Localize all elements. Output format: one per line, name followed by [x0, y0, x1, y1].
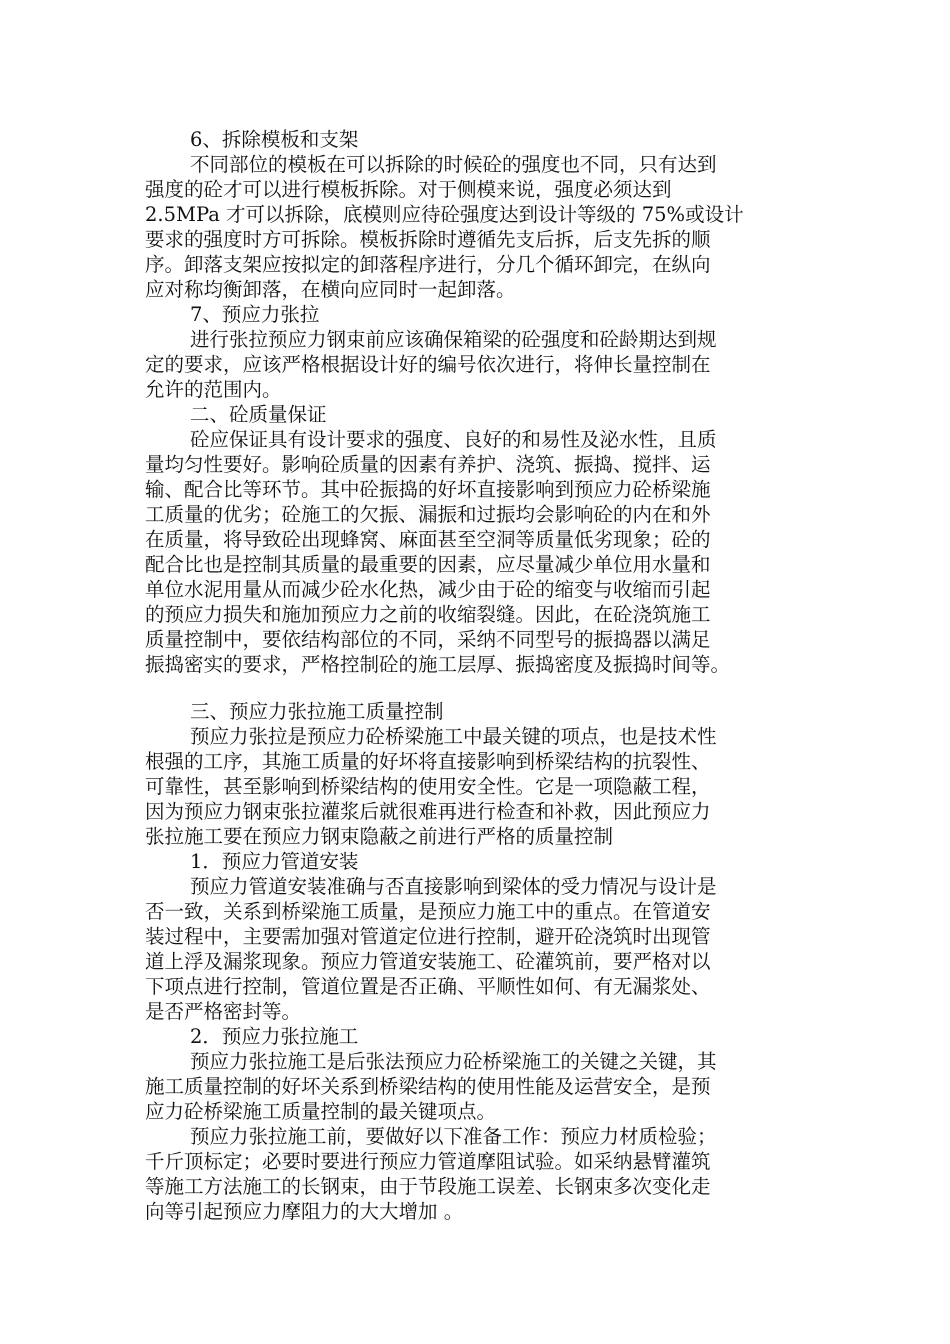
paragraph-line: 砼应保证具有设计要求的强度、良好的和易性及泌水性，且质	[190, 428, 717, 451]
paragraph-line: 允许的范围内。	[145, 378, 282, 401]
paragraph-line: 张拉施工要在预应力钢束隐蔽之前进行严格的质量控制	[145, 825, 614, 848]
paragraph-line: 定的要求，应该严格根据设计好的编号依次进行，将伸长量控制在	[145, 353, 711, 376]
paragraph-line: 向等引起预应力摩阻力的大大增加 。	[145, 1200, 464, 1223]
paragraph-line: 是否严格密封等。	[145, 1000, 302, 1023]
section-heading: 7、预应力张拉	[190, 303, 320, 326]
paragraph-line: 质量控制中，要依结构部位的不同，采纳不同型号的振捣器以满足	[145, 628, 711, 651]
paragraph-line: 配合比也是控制其质量的最重要的因素，应尽量减少单位用水量和	[145, 553, 711, 576]
paragraph-line: 强度的砼才可以进行模板拆除。对于侧模来说，强度必须达到	[145, 178, 672, 201]
paragraph-line: 应对称均衡卸落，在横向应同时一起卸落。	[145, 278, 516, 301]
paragraph-line: 2.5MPa 才可以拆除，底模则应待砼强度达到设计等级的 75%或设计	[145, 203, 744, 226]
paragraph-line: 道上浮及漏浆现象。预应力管道安装施工、砼灌筑前，要严格对以	[145, 950, 711, 973]
paragraph-line: 的预应力损失和施加预应力之前的收缩裂缝。因此，在砼浇筑施工	[145, 603, 711, 626]
section-heading: 6、拆除模板和支架	[190, 128, 359, 151]
section-heading: 2．预应力张拉施工	[190, 1025, 359, 1048]
paragraph-line: 等施工方法施工的长钢束，由于节段施工误差、长钢束多次变化走	[145, 1175, 711, 1198]
paragraph-line: 不同部位的模板在可以拆除的时候砼的强度也不同，只有达到	[190, 153, 717, 176]
paragraph-line: 装过程中，主要需加强对管道定位进行控制，避开砼浇筑时出现管	[145, 925, 711, 948]
paragraph-line: 千斤顶标定；必要时要进行预应力管道摩阻试验。如采纳悬臂灌筑	[145, 1150, 711, 1173]
section-heading: 1．预应力管道安装	[190, 850, 359, 873]
paragraph-line: 序。卸落支架应按拟定的卸落程序进行，分几个循环卸完，在纵向	[145, 253, 711, 276]
paragraph-line: 振捣密实的要求，严格控制砼的施工层厚、振捣密度及振捣时间等。	[145, 653, 731, 676]
paragraph-line: 进行张拉预应力钢束前应该确保箱梁的砼强度和砼龄期达到规	[190, 328, 717, 351]
paragraph-line: 预应力张拉是预应力砼桥梁施工中最关键的项点，也是技术性	[190, 725, 717, 748]
paragraph-line: 输、配合比等环节。其中砼振捣的好坏直接影响到预应力砼桥梁施	[145, 478, 711, 501]
paragraph-line: 预应力张拉施工前，要做好以下准备工作：预应力材质检验；	[190, 1125, 717, 1148]
paragraph-line: 预应力张拉施工是后张法预应力砼桥梁施工的关键之关键，其	[190, 1050, 717, 1073]
paragraph-line: 预应力管道安装准确与否直接影响到梁体的受力情况与设计是	[190, 875, 717, 898]
paragraph-line: 因为预应力钢束张拉灌浆后就很难再进行检查和补救，因此预应力	[145, 800, 711, 823]
paragraph-line: 在质量，将导致砼出现蜂窝、麻面甚至空洞等质量低劣现象；砼的	[145, 528, 711, 551]
paragraph-line: 可靠性，甚至影响到桥梁结构的使用安全性。它是一项隐蔽工程，	[145, 775, 711, 798]
paragraph-line: 根强的工序，其施工质量的好坏将直接影响到桥梁结构的抗裂性、	[145, 750, 711, 773]
paragraph-line: 工质量的优劣；砼施工的欠振、漏振和过振均会影响砼的内在和外	[145, 503, 711, 526]
paragraph-line: 要求的强度时方可拆除。模板拆除时遵循先支后拆，后支先拆的顺	[145, 228, 711, 251]
section-heading: 二、砼质量保证	[190, 403, 327, 426]
paragraph-line: 量均匀性要好。影响砼质量的因素有养护、浇筑、振捣、搅拌、运	[145, 453, 711, 476]
paragraph-line: 施工质量控制的好坏关系到桥梁结构的使用性能及运营安全，是预	[145, 1075, 711, 1098]
paragraph-line: 下项点进行控制，管道位置是否正确、平顺性如何、有无漏浆处、	[145, 975, 711, 998]
paragraph-line: 单位水泥用量从而减少砼水化热，减少由于砼的缩变与收缩而引起	[145, 578, 711, 601]
paragraph-line: 应力砼桥梁施工质量控制的最关键项点。	[145, 1100, 497, 1123]
paragraph-line: 否一致，关系到桥梁施工质量，是预应力施工中的重点。在管道安	[145, 900, 711, 923]
section-heading: 三、预应力张拉施工质量控制	[190, 700, 444, 723]
